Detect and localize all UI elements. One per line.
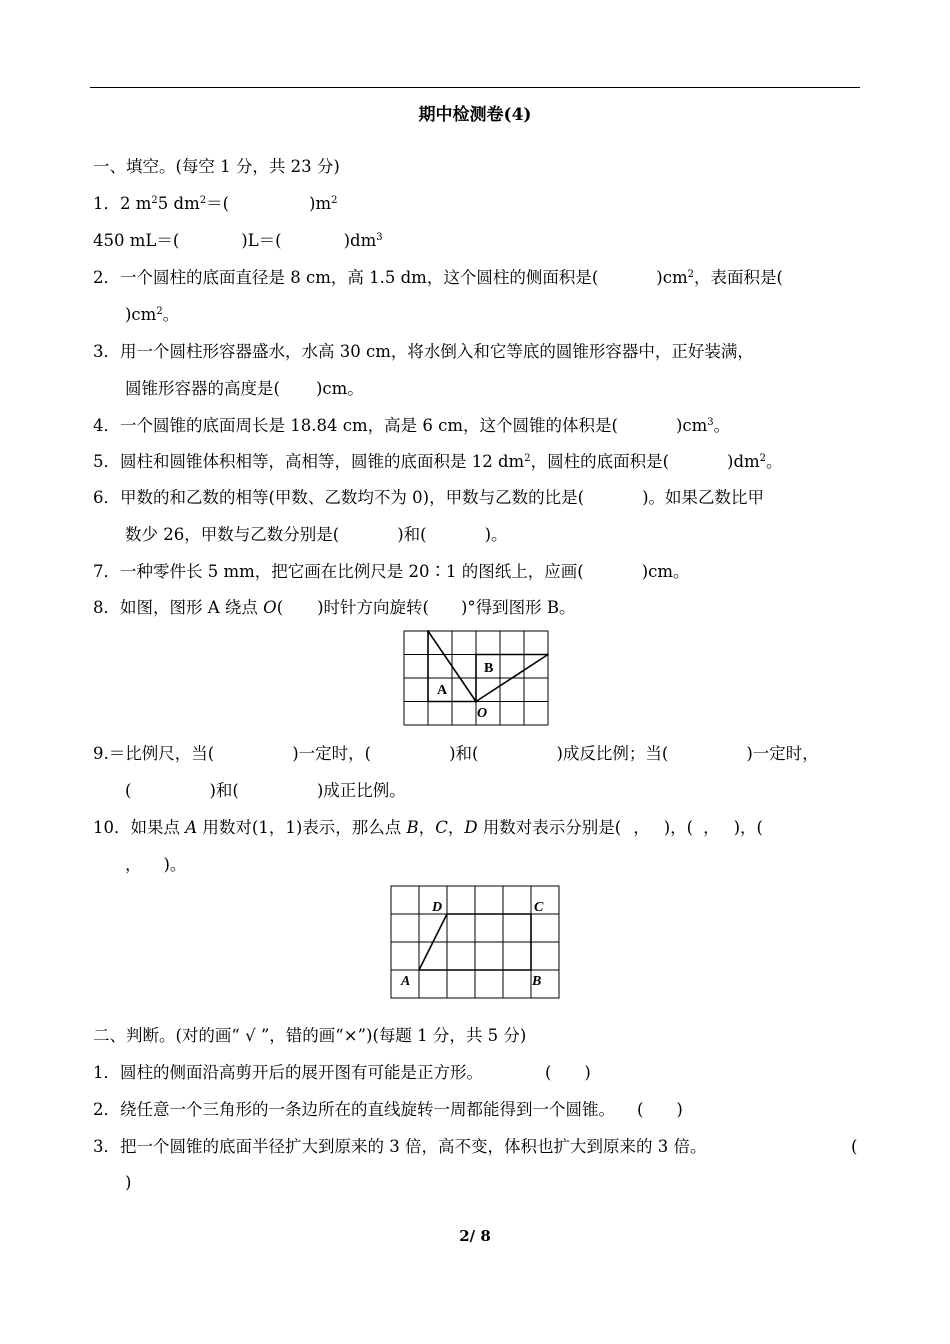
q5-line: 5．圆柱和圆锥体积相等，高相等，圆锥的底面积是 12 $dm^2$，圆柱的底面积是( )$dm^2$。 bbox=[93, 452, 783, 471]
q4-line: 4．一个圆锥的底面周长是 18.84 cm，高是 6 cm，这个圆锥的体积是( )$cm^3$。 bbox=[93, 416, 731, 435]
judge-q3-line1: 3．把一个圆锥的底面半径扩大到原来的 3 倍，高不变，体积也扩大到原来的 3 倍。 bbox=[93, 1137, 707, 1156]
label-o: O bbox=[477, 706, 488, 721]
label-a: A bbox=[437, 683, 448, 698]
label-c: C bbox=[534, 900, 544, 915]
q2-line2: )$cm^2$。 bbox=[125, 305, 180, 324]
q1-line1: 1．2 $m^25$ $dm^2=$( )$m^2$ bbox=[93, 194, 338, 213]
judge-q3-paren-open: ( bbox=[851, 1137, 858, 1156]
q6-line2: 数少 26，甲数与乙数分别是( )和( )。 bbox=[125, 525, 508, 544]
label-b: B bbox=[532, 974, 542, 989]
header-rule bbox=[90, 87, 860, 88]
label-b: B bbox=[484, 661, 494, 676]
section1-heading: 一、填空。(每空 1 分，共 23 分) bbox=[93, 157, 340, 176]
judge-q3-paren-close: ) bbox=[125, 1173, 132, 1192]
judge-q2: 2．绕任意一个三角形的一条边所在的直线旋转一周都能得到一个圆锥。 ( ) bbox=[93, 1100, 683, 1119]
q1-line2: 450 mL＝( )L＝( )$dm^3$ bbox=[93, 231, 383, 250]
q2-line1: 2．一个圆柱的底面直径是 8 cm，高 1.5 dm，这个圆柱的侧面积是( )$cm^2$，表面积是( bbox=[93, 268, 783, 287]
q9-line2: ( )和( )成正比例。 bbox=[125, 781, 406, 800]
q10-line1: 10．如果点 A 用数对(1，1)表示，那么点 B，C，D 用数对表示分别是( ， )，( ， )，( bbox=[93, 818, 763, 837]
page-number: 2/ 8 bbox=[459, 1227, 491, 1245]
label-d: D bbox=[432, 900, 443, 915]
judge-q1: 1．圆柱的侧面沿高剪开后的展开图有可能是正方形。 ( ) bbox=[93, 1063, 591, 1082]
q7-line: 7．一种零件长 5 mm，把它画在比例尺是 20∶1 的图纸上，应画( )cm。 bbox=[93, 562, 690, 581]
q9-line1: 9.＝比例尺，当( )一定时，( )和( )成反比例；当( )一定时， bbox=[93, 744, 819, 763]
q3-line1: 3．用一个圆柱形容器盛水，水高 30 cm，将水倒入和它等底的圆锥形容器中，正好装满， bbox=[93, 342, 754, 361]
label-a: A bbox=[401, 974, 411, 989]
section2-heading: 二、判断。(对的画“ √ ”，错的画“×”)(每题 1 分，共 5 分) bbox=[93, 1026, 527, 1045]
q3-line2: 圆锥形容器的高度是( )cm。 bbox=[125, 379, 364, 398]
q10-coordinate-figure bbox=[390, 885, 560, 999]
q8-line: 8．如图，图形 A 绕点 O( )时针方向旋转( )°得到图形 B。 bbox=[93, 598, 576, 617]
q10-line2: ， )。 bbox=[125, 855, 187, 874]
q6-line1: 6．甲数的和乙数的相等(甲数、乙数均不为 0)，甲数与乙数的比是( )。如果乙数比甲 bbox=[93, 488, 764, 507]
page-title: 期中检测卷(4) bbox=[418, 105, 532, 125]
q8-rotation-figure bbox=[403, 630, 549, 726]
